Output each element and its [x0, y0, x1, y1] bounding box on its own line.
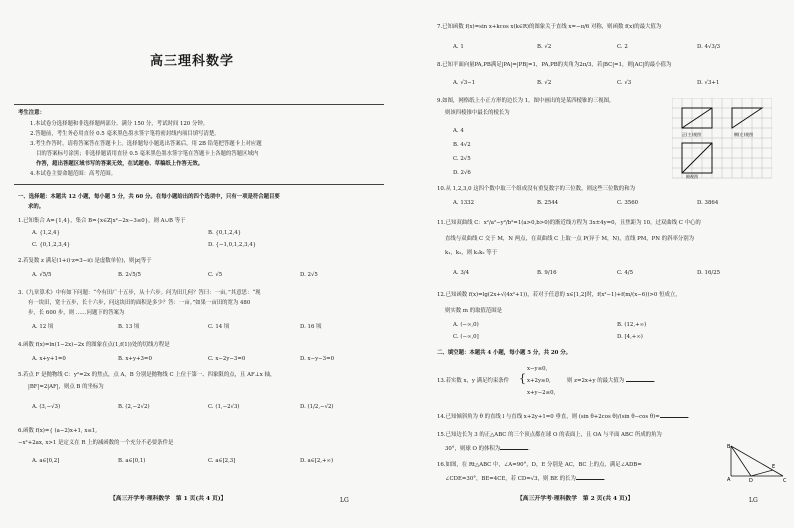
question-14: 14.已知倾斜角为 θ 的直线 l 与直线 x+2y+1=0 垂直，则 (sin θ+2cos θ)/(sin θ−cos θ)= .	[437, 414, 690, 420]
vertex-label: E	[772, 464, 776, 470]
footer-code: LG	[340, 497, 349, 504]
q8-option-c: C. √3	[617, 80, 632, 86]
question-11-cont: k₁，k₂，则 k₁k₂ 等于	[445, 250, 498, 256]
section-2-heading: 二、填空题：本题共 4 小题，每小题 5 分，共 20 分。	[437, 350, 572, 356]
q3-option-b: B. 13 顷	[118, 324, 140, 330]
question-5: 5.若点 F 是抛物线 C：y²=2x 的焦点，点 A，B 分别是抛物线 C 上位于第一、四象限的点，且 AF⊥x 轴，	[18, 372, 276, 378]
question-15-cont: 30°，则球 O 的体积为 .	[445, 446, 530, 452]
q3-option-a: A. 12 顷	[32, 324, 54, 330]
q1-option-c: C. {0,1,2,3,4}	[32, 242, 71, 248]
q11-option-d: D. 16/25	[697, 270, 721, 276]
q6-option-a: A. a∈[0,2]	[32, 458, 60, 464]
q13-answer-blank[interactable]	[626, 381, 654, 382]
q3-option-d: D. 16 顷	[300, 324, 322, 330]
question-13: 13.若实数 x，y 满足约束条件	[437, 378, 509, 384]
q11-option-c: C. 4/5	[617, 270, 634, 276]
q9-option-a: A. 4	[453, 128, 464, 134]
question-11-cont: 直线与双曲线 C 交于 M，N 两点，在双曲线 C 上取一点 P(异于 M，N)，直线 PM，PN 的斜率分别为	[445, 236, 695, 242]
page-footer: 【高三开学考·理科数学 第 1 页(共 4 页)】	[110, 496, 227, 502]
q5-option-b: B. (2,−2√2)	[118, 404, 150, 410]
question-3-cont: 步，长 600 步，则 ……问题下的答案为	[28, 310, 125, 316]
question-10: 10.从 1,2,3,0 这四个数中取三个组成没有重复数字的三位数，则这些三位数的和为	[437, 186, 635, 192]
q13-tail-text: 则 z=2x+y 的最大值为	[567, 378, 625, 384]
triangle-figure	[727, 442, 789, 482]
q12-option-c: C. (−∞,0]	[453, 334, 479, 340]
q6-option-c: C. a∈[2,3]	[208, 458, 236, 464]
q15-answer-blank[interactable]	[500, 449, 528, 450]
question-3: 3.《九章算术》中有如下问题：“今有田广十五步，从十六步。问为田几何？答曰：一亩。”其意思：“现	[18, 290, 261, 296]
question-13-tail: 则 z=2x+y 的最大值为 .	[567, 378, 656, 384]
question-8: 8.已知平面向量PA,PB满足|PA|=|PB|=1，PA,PB的夹角为2π/3，若|BC|=1，则|AC|的最小值为	[437, 62, 672, 68]
exam-page-2	[397, 0, 794, 528]
question-1: 1.已知集合 A={1,4}，集合 B={x∈Z|x²−2x−3≤0}，则 A∪B 等于	[18, 218, 186, 224]
three-view-grid-figure	[672, 98, 772, 180]
question-15: 15.已知边长为 3 的正△ABC 的三个顶点都在球 O 的表面上，且 OA 与平面 ABC 所成的角为	[437, 432, 662, 438]
q7-option-d: D. 4√3/3	[697, 44, 721, 50]
q13-brace: {	[519, 372, 526, 385]
q5-option-d: D. (1/2,−√2)	[300, 404, 334, 410]
question-2: 2.若复数 z 满足(1+i)·z=3−i(i 是虚数单位)，则|z|等于	[18, 258, 152, 264]
question-6-cont: −x²+2ax, x>1 是定义在 R 上的减函数的一个充分不必要条件是	[18, 440, 174, 446]
q14-text: 14.已知倾斜角为 θ 的直线 l 与直线 x+2y+1=0 垂直，则 (sin θ+2cos θ)/(sin θ−cos θ)=	[437, 414, 660, 420]
q8-option-a: A. √3−1	[453, 80, 476, 86]
question-16-cont: ∠CDE=30°，BE=4CE，若 CD=√3，则 BE 的长为 .	[445, 476, 606, 482]
q11-option-a: A. 3/4	[453, 270, 469, 276]
q13-constraint: x+2y≥0,	[527, 378, 551, 384]
q7-option-c: C. 2	[617, 44, 628, 50]
notice-item: 3.考生作答时，请将答案答在答题卡上。选择题每小题选出答案后，用 2B 铅笔把答题卡上对应题	[30, 141, 262, 147]
notice-item: 目的答案标号涂黑；非选择题请用直径 0.5 毫米黑色墨水签字笔在答题卡上各题的答题区域内	[36, 151, 259, 157]
question-16: 16.如图，在 Rt△ABC 中，∠A=90°，D，E 分别是 AC，BC 上的点，满足∠ADB=	[437, 462, 642, 468]
q10-option-d: D. 3864	[697, 200, 719, 206]
notice-item: 1.本试卷分选择题和非选择题两部分。满分 150 分，考试时间 120 分钟。	[30, 121, 209, 127]
q12-option-d: D. [4,+∞)	[617, 334, 643, 340]
vertex-label: A	[727, 477, 731, 482]
question-7: 7.已知函数 f(x)=sin x+kcos x(k∈R)的图象关于直线 x=−π/6 对称，则函数 f(x)的最大值为	[437, 24, 662, 30]
vertex-label: D	[749, 478, 753, 482]
q8-option-b: B. √2	[537, 80, 552, 86]
q3-option-c: C. 14 顷	[208, 324, 230, 330]
q14-answer-blank[interactable]	[660, 417, 688, 418]
q2-option-a: A. √5/5	[32, 272, 52, 278]
notice-item: 2.答题前，考生务必用直径 0.5 毫米黑色墨水签字笔将密封线内项目填写清楚。	[30, 131, 220, 137]
q2-option-b: B. 2√5/5	[118, 272, 141, 278]
q1-option-a: A. {1,2,4}	[32, 230, 60, 236]
question-11: 11.已知双曲线 C：x²/a²−y²/b²=1(a>0,b>0)的渐近线方程为 3x±4y=0，且焦距为 10，过双曲线 C 中心的	[437, 220, 701, 226]
section-1-heading-cont: 求的。	[28, 204, 45, 210]
q2-option-d: D. 2√5	[300, 272, 318, 278]
q8-option-d: D. √3+1	[697, 80, 720, 86]
q5-option-c: C. (1,−2√3)	[208, 404, 240, 410]
question-9: 9.如图，网格纸上小正方形的边长为 1，图中画出的是某四棱锥的三视图，	[437, 98, 615, 104]
q16-text: ∠CDE=30°，BE=4CE，若 CD=√3，则 BE 的长为	[445, 476, 576, 482]
question-4: 4.函数 f(x)=ln(1−2x)−2x 的图象在点(1,f(1))处的切线方程是	[18, 342, 170, 348]
question-6: 6.函数 f(x)={ (a−2)x+1, x≤1,	[18, 428, 98, 434]
q6-option-b: B. a∈[0,1)	[118, 458, 146, 464]
q7-option-a: A. 1	[453, 44, 464, 50]
q15-text: 30°，则球 O 的体积为	[445, 446, 501, 452]
q1-option-d: D. {−1,0,1,2,3,4}	[208, 242, 257, 248]
question-5-cont: |BF|=2|AF|，则点 B 的坐标为	[28, 384, 104, 390]
q1-option-b: B. {0,1,2,4}	[208, 230, 242, 236]
q7-option-b: B. √2	[537, 44, 552, 50]
q11-option-b: B. 9/16	[537, 270, 557, 276]
question-12-cont: 则实数 m 的取值范围是	[445, 308, 503, 314]
q6-option-d: D. a∈[2,+∞)	[300, 458, 334, 464]
q9-option-b: B. 4√2	[453, 142, 471, 148]
q9-option-c: C. 2√5	[453, 156, 471, 162]
q10-option-b: B. 2544	[537, 200, 559, 206]
q2-option-c: C. √5	[208, 272, 223, 278]
notice-item: 作答，超出答题区域书写的答案无效，在试题卷、草稿纸上作答无效。	[36, 161, 204, 167]
q13-constraint: x−y≤0,	[527, 366, 548, 372]
header-rule	[14, 104, 384, 105]
vertex-label: B	[727, 444, 731, 450]
question-3-cont: 有一块田，宽十五步，长十六步，问这块田的面积是多少？答：一亩。”如果一亩田的宽为 480	[28, 300, 251, 306]
question-9-cont: 则该四棱锥中最长的棱长为	[445, 110, 510, 116]
notice-item: 4.本试卷主要命题范围：高考范围。	[30, 171, 117, 177]
view-label: 俯视图	[686, 174, 698, 179]
notice-rule	[14, 184, 384, 185]
q4-option-d: D. x−y−3=0	[300, 356, 335, 362]
q10-option-c: C. 3560	[617, 200, 639, 206]
q5-option-a: A. (3,−√3)	[32, 404, 61, 410]
q4-option-a: A. x+y+1=0	[32, 356, 66, 362]
q12-option-a: A. (−∞,0)	[453, 322, 479, 328]
q4-option-b: B. x+y+3=0	[118, 356, 152, 362]
section-1-heading: 一、选择题：本题共 12 小题，每小题 5 分，共 60 分。在每小题给出的四个选项中，只有一项是符合题目要	[18, 194, 280, 200]
notice-heading: 考生注意：	[18, 110, 45, 116]
q9-option-d: D. 2√6	[453, 170, 471, 176]
vertex-label: C	[783, 478, 787, 482]
page-footer: 【高三开学考·理科数学 第 2 页(共 4 页)】	[517, 496, 634, 502]
q10-option-a: A. 1332	[453, 200, 475, 206]
q12-option-b: B. (12,+∞)	[617, 322, 647, 328]
footer-code: LG	[749, 497, 758, 504]
q16-answer-blank[interactable]	[576, 479, 604, 480]
view-label: 正(主)视图	[682, 132, 702, 137]
q13-constraint: x+y−2≤0,	[527, 390, 556, 396]
question-12: 12.已知函数 f(x)=lg(2x+√(4x²+1))，若对于任意的 x∈[1,2]时，f(x²−1)+f(m/(x−6))>0 恒成立，	[437, 292, 681, 298]
view-label: 侧(左)视图	[734, 132, 754, 137]
exam-title: 高三理科数学	[150, 54, 235, 69]
q4-option-c: C. x−2y−3=0	[208, 356, 246, 362]
